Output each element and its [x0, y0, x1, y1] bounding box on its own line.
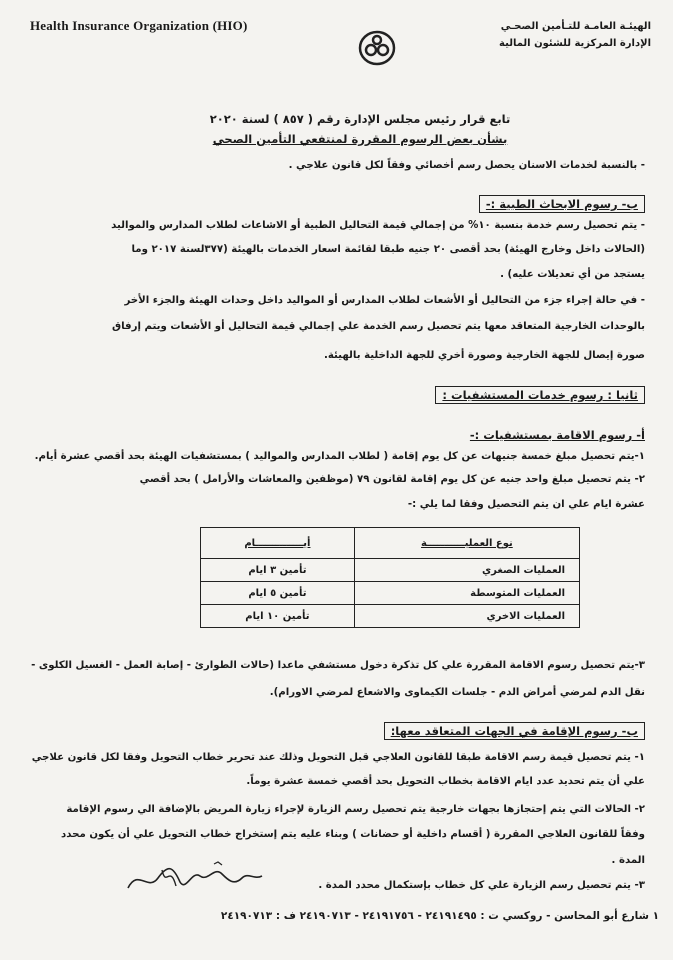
table-header-row	[201, 528, 580, 559]
section-heading-hospital-stay: أ- رسوم الاقامة بمستشفيات :-	[469, 428, 645, 442]
paragraph-line: ٢- الحالات التي يتم إحتجازها بجهات خارجية يتم تحصيل رسم الزيارة لإجراء زيارة المريض بالإضافة الي رسوم الإقامة	[66, 804, 645, 815]
paragraph-line: وفقاً للقانون العلاجي المقررة ( أقسام داخلية أو حضانات ) وبناء عليه يتم إستخراج خطاب التحويل علي أن يكون محدد	[61, 829, 645, 840]
footer-address: ١ شارع أبو المحاسن - روكسي ت : ٢٤١٩١٤٩٥ - ٢٤١٩١٧٥٦ - ٢٤١٩٠٧١٣ ف : ٢٤١٩٠٧١٣	[220, 910, 659, 922]
paragraph-line: نقل الدم لمرضي أمراض الدم - جلسات الكيماوى والاشعاع لمرضي الاورام).	[269, 687, 645, 698]
org-name-arabic-line1: الهيئـة العامـة للتـأمين الصحـي	[500, 21, 651, 32]
paragraph-line: علي أن يتم تحديد عدد ايام الاقامة بخطاب التحويل بحد أقصي خمسة عشرة يوماً.	[246, 776, 645, 787]
paragraph-line: ٣-يتم تحصيل رسوم الاقامة المقررة علي كل تذكرة دخول مستشفي ماعدا (حالات الطوارئ - إصابة العمل - الغسيل الكلوى -	[31, 660, 645, 671]
paragraph-line: المدة .	[611, 855, 645, 866]
column-header-days: أيــــــــــــــام	[201, 528, 355, 559]
paragraph-line: ١- يتم تحصيل قيمة رسم الاقامة طبقا للقانون العلاجي قبل التحويل وذلك عند تحرير خطاب التحويل وفقا لكل قانون علاجي	[31, 752, 645, 763]
table-row	[201, 605, 580, 628]
table-cell: تأمين ٥ ايام	[201, 582, 355, 605]
dental-note: - بالنسبة لخدمات الاسنان يحصل رسم أخصائي وفقاً لكل قانون علاجي .	[288, 160, 645, 171]
section-heading-medical-tests: ب- رسوم الابحاث الطبية :-	[479, 197, 645, 211]
paragraph-line: - يتم تحصيل رسم خدمة بنسبة ١٠% من إجمالي قيمة التحاليل الطبية أو الاشاعات لطلاب المدارس والمواليد	[111, 220, 645, 231]
table-row	[201, 582, 580, 605]
table-cell: العمليات الاخري	[354, 605, 579, 628]
table-cell: تأمين ٣ ايام	[201, 559, 355, 582]
hio-logo-icon	[357, 28, 397, 68]
table-cell: العمليات الصغري	[354, 559, 579, 582]
paragraph-line: بالوحدات الخارجية المتعاقد معها يتم تحصيل رسم الخدمة علي إجمالي قيمة التحاليل أو الأشعات ويتم إرفاق	[111, 321, 645, 332]
paragraph-line: (الحالات داخل وخارج الهيئة) بحد أقصى ٢٠ جنيه طبقا لقائمة اسعار الخدمات بالهيئة (٣٧٧لسنة ٢٠١٧ وما	[131, 244, 645, 255]
paragraph-line: يستجد من أي تعديلات عليه) .	[500, 269, 645, 280]
paragraph-line: ١-يتم تحصيل مبلغ خمسة جنيهات عن كل يوم إقامة ( لطلاب المدارس والمواليد ) بمستشفيات الهيئة بحد أقصي عشرة أيام.	[34, 451, 645, 462]
table-cell: تأمين ١٠ ايام	[201, 605, 355, 628]
table-row	[201, 559, 580, 582]
paragraph-line: صورة إيصال للجهة الخارجية وصورة أخري للجهة الداخلية بالهيئة.	[323, 350, 645, 361]
handwritten-signature-icon	[118, 858, 268, 898]
operations-fees-table	[200, 527, 580, 628]
decision-subject: بشأن بعض الرسوم المقررة لمنتفعي التأمين الصحي	[212, 132, 508, 146]
section-heading-hospital-services: ثانيا : رسوم خدمات المستشفيات :	[435, 388, 645, 402]
table-cell: العمليات المتوسطة	[354, 582, 579, 605]
decision-title: تابع قرار رئيس مجلس الإدارة رقم ( ٨٥٧ ) لسنة ٢٠٢٠	[209, 112, 511, 126]
paragraph-line: ٣- يتم تحصيل رسم الزيارة علي كل خطاب بإستكمال محدد المدة .	[318, 880, 645, 891]
org-name-arabic-line2: الإدارة المركزية للشئون المالية	[499, 38, 651, 49]
section-heading-contracted-stay: ب- رسوم الإقامة في الجهات المتعاقد معها:	[384, 724, 645, 738]
paragraph-line: - في حالة إجراء جزء من التحاليل أو الأشعات لطلاب المدارس أو المواليد داخل وحدات الهيئة والجزء الأخر	[124, 295, 645, 306]
column-header-operation-type: نوع العمليـــــــــــة	[354, 528, 579, 559]
paragraph-line: ٢- يتم تحصيل مبلغ واحد جنيه عن كل يوم إقامة لقانون ٧٩ (موظفين والمعاشات والأرامل ) بحد أقصي	[139, 474, 645, 485]
org-name-english: Health Insurance Organization (HIO)	[30, 18, 248, 33]
org-name-arabic	[499, 18, 651, 52]
paragraph-line: عشرة ايام علي ان يتم التحصيل وفقا لما يلي :-	[407, 499, 645, 510]
